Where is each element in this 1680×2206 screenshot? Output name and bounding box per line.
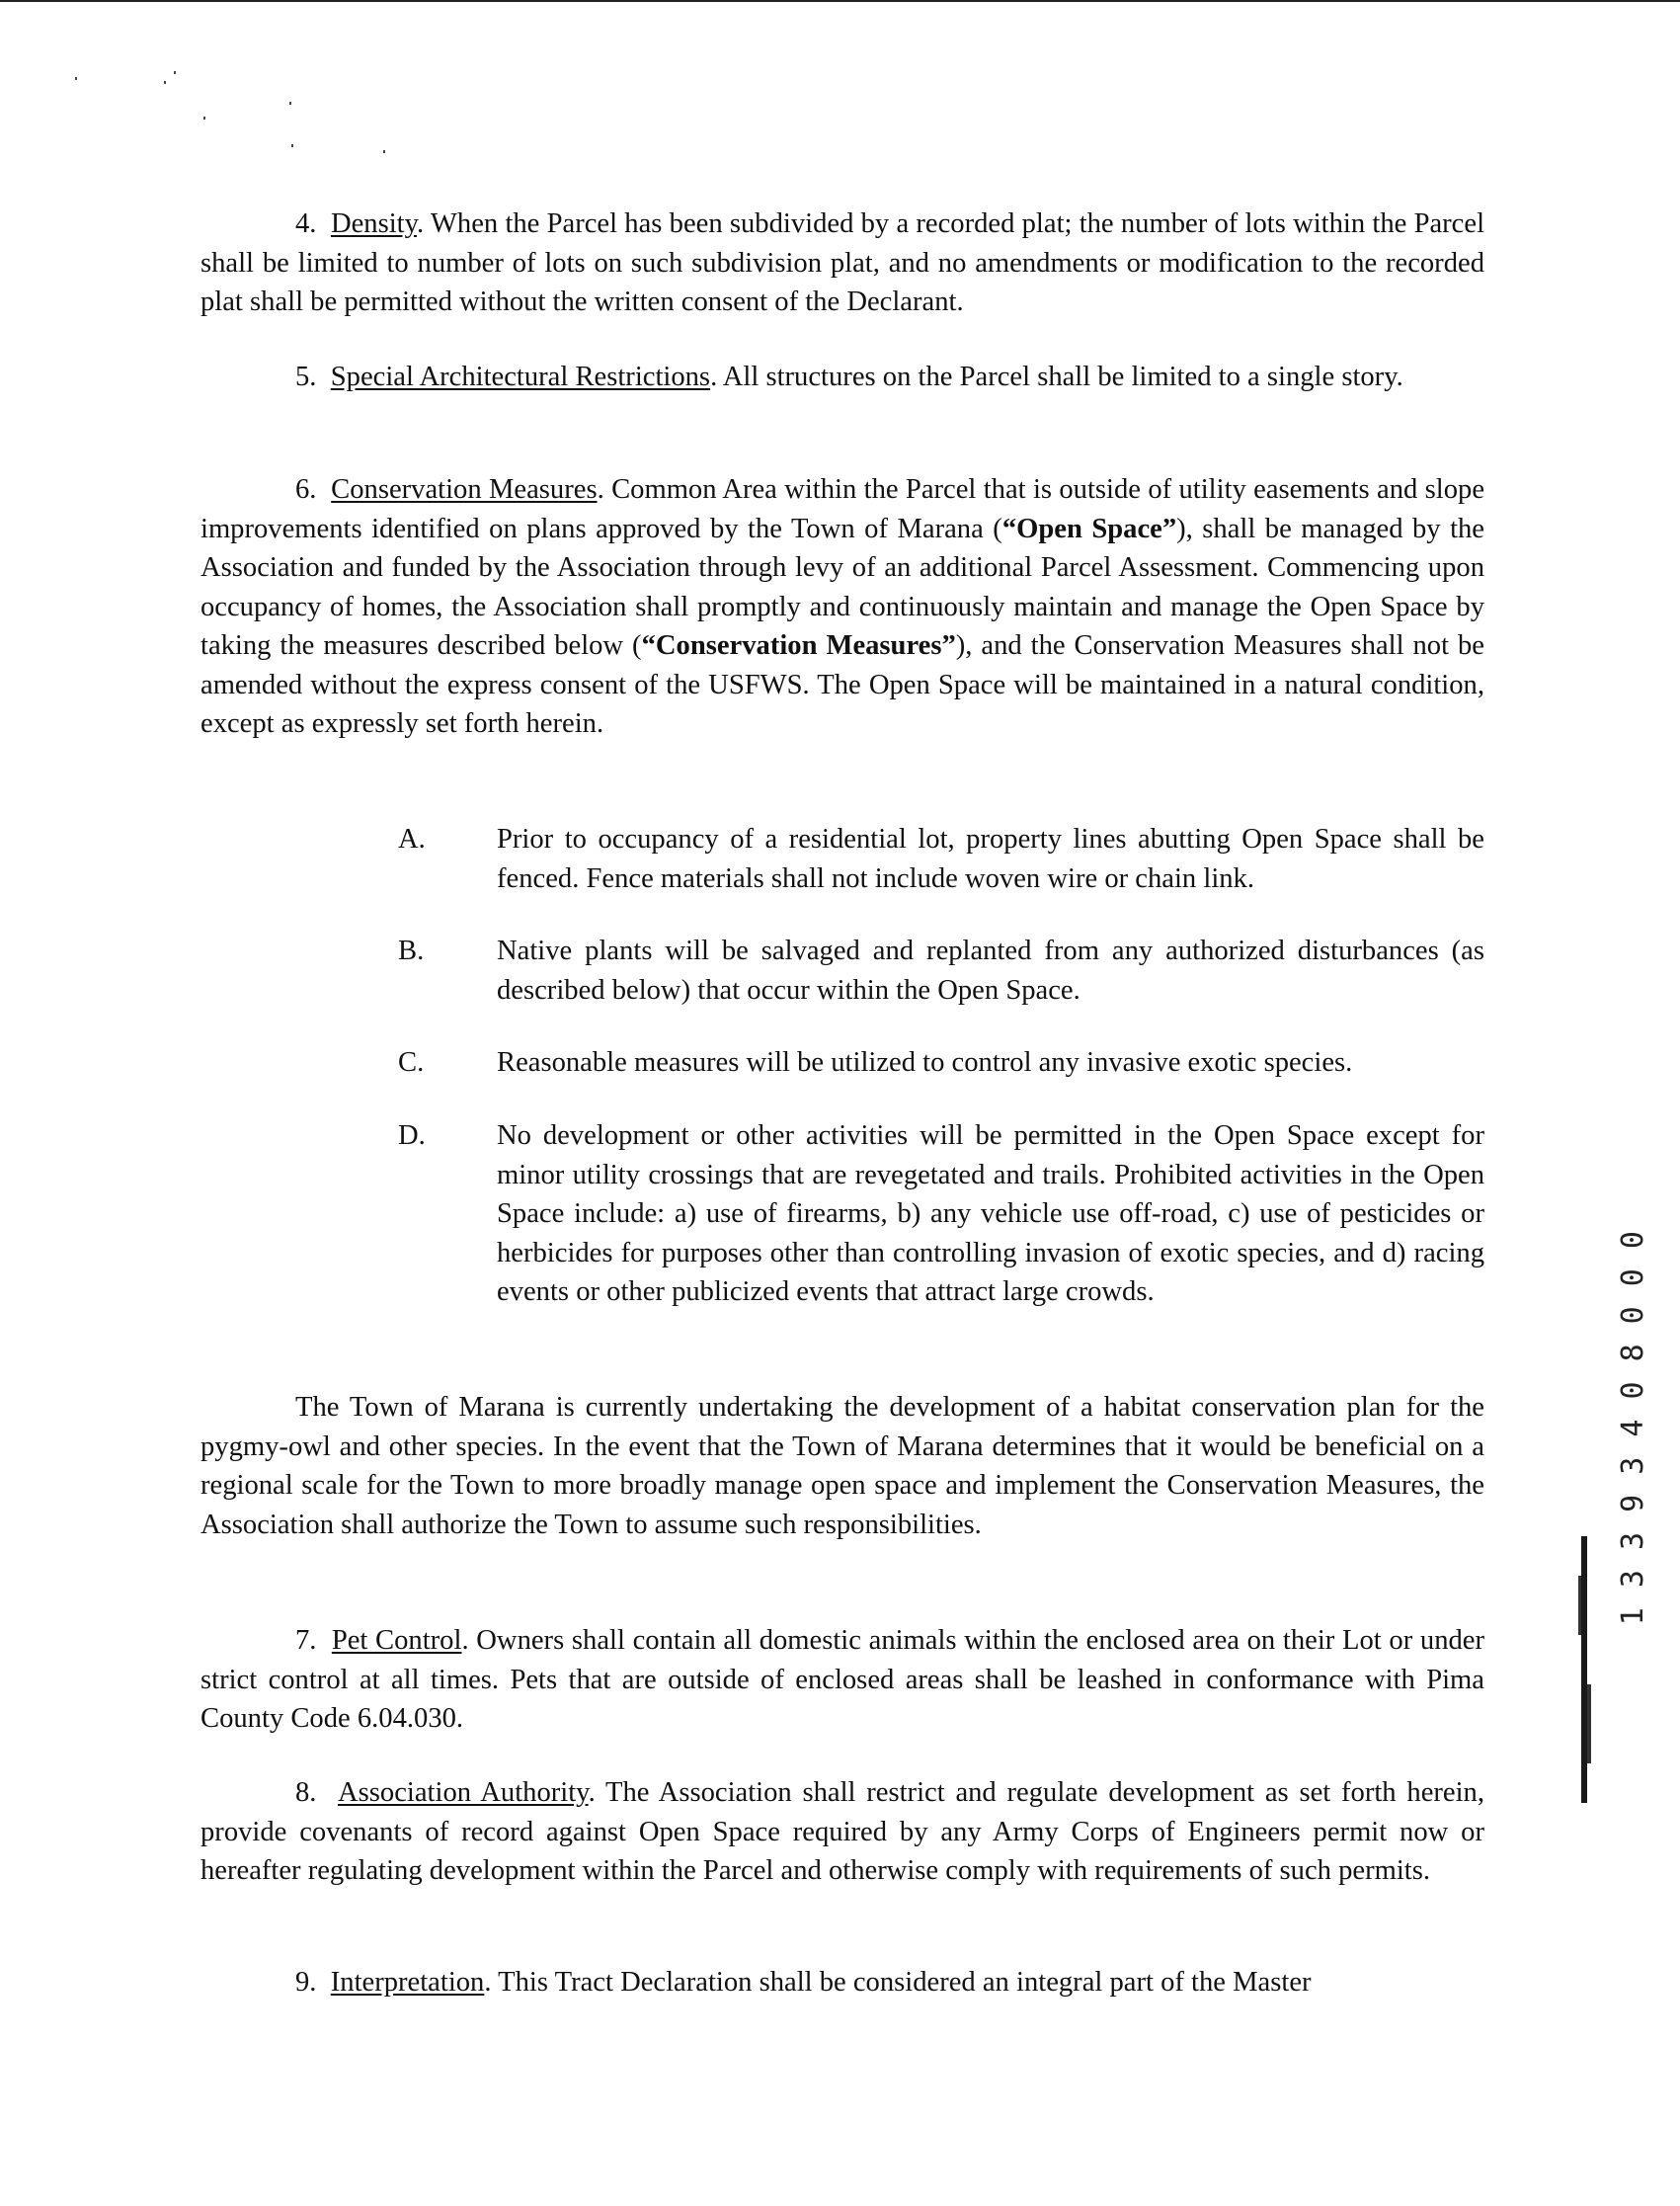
section-number: 7. bbox=[295, 1625, 317, 1656]
section-number: 6. bbox=[295, 474, 317, 505]
section-number: 5. bbox=[295, 362, 317, 392]
section-pet-control bbox=[200, 1621, 1484, 1739]
paragraph-text: The Town of Marana is currently undertaking the development of a habitat conservation plan for the pygmy-owl and other species. In the event that the Town of Marana determines that it would be beneficial on a regional scale for the Town to more broadly manage open space and implement the Conservation Measures, the Association shall authorize the Town to assume such responsibilities. bbox=[200, 1392, 1484, 1540]
paragraph-town-of-marana bbox=[200, 1388, 1484, 1544]
section-text: ), and the Conservation Measures shall not be amended without the express consent of the USFWS. The Open Space will be maintained in a natural condition, except as expressly set forth herein. bbox=[200, 630, 1484, 739]
list-text: Reasonable measures will be utilized to control any invasive exotic species. bbox=[497, 1047, 1353, 1078]
defined-term-conservation-measures: “Conservation Measures” bbox=[641, 630, 956, 661]
scan-speck bbox=[203, 117, 205, 120]
list-letter: D. bbox=[398, 1120, 426, 1151]
scan-speck bbox=[289, 102, 291, 105]
section-text: . Common Area within the Parcel that is outside of utility easements and slope improvements identified on plans approved by the Town of Marana ( bbox=[200, 474, 1485, 544]
section-heading: Interpretation bbox=[330, 1967, 485, 1998]
section-text: . When the Parcel has been subdivided by a recorded plat; the number of lots within the Parcel shall be limited to number of lots on such subdivision plat, and no amendments or modification to the recorded plat shall be permitted without the written consent of the Declarant. bbox=[200, 208, 1485, 317]
section-conservation-measures bbox=[200, 470, 1484, 744]
section-interpretation bbox=[200, 1963, 1484, 2002]
section-heading: Conservation Measures bbox=[331, 474, 598, 505]
list-text: No development or other activities will be permitted in the Open Space except for minor utility crossings that are revegetated and trails. Prohibited activities in the Open Space include: a) use of firearms, b) any vehicle use off-road, c) use of pesticides or herbicides for purposes other than controlling invasion of exotic species, and d) racing events or other publicized events that attract large crowds. bbox=[497, 1120, 1484, 1307]
section-heading: Special Architectural Restrictions bbox=[330, 362, 711, 392]
section-heading: Pet Control bbox=[331, 1625, 462, 1656]
section-density bbox=[200, 204, 1484, 322]
list-item-b bbox=[398, 932, 1484, 1011]
section-text: . Owners shall contain all domestic animals within the enclosed area on their Lot or under strict control at all times. Pets that are outside of enclosed areas shall be leashed in conformance with Pima County Code 6.04.030. bbox=[200, 1625, 1485, 1734]
scan-speck bbox=[174, 71, 176, 74]
list-letter: C. bbox=[398, 1047, 425, 1078]
scan-speck bbox=[164, 81, 166, 84]
list-letter: B. bbox=[398, 936, 425, 966]
defined-term-open-space: “Open Space” bbox=[1001, 513, 1177, 544]
list-text: Native plants will be salvaged and replanted from any authorized disturbances (as described below) that occur within the Open Space. bbox=[497, 936, 1484, 1006]
scan-speck bbox=[383, 150, 385, 153]
section-text: . The Association shall restrict and regulate development as set forth herein, provide covenants of record against Open Space required by any Army Corps of Engineers permit now or hereafter regulating development within the Parcel and otherwise comply with requirements of such permits. bbox=[200, 1777, 1484, 1886]
section-text: . All structures on the Parcel shall be limited to a single story. bbox=[710, 362, 1403, 392]
list-item-c bbox=[398, 1043, 1484, 1083]
section-heading: Association Authority bbox=[338, 1777, 589, 1808]
section-text: . This Tract Declaration shall be considered an integral part of the Master bbox=[484, 1967, 1312, 1998]
scan-speck bbox=[291, 144, 293, 147]
scan-edge-artifact bbox=[1578, 1536, 1592, 1803]
scan-border bbox=[0, 0, 1680, 2]
section-number: 4. bbox=[295, 208, 317, 239]
recording-number-stamp: 1 3 3 9 3 4 0 8 0 0 0 bbox=[1616, 1230, 1650, 1626]
scan-speck bbox=[75, 77, 77, 80]
section-architectural-restrictions bbox=[200, 358, 1484, 397]
section-number: 9. bbox=[295, 1967, 317, 1998]
list-item-a bbox=[398, 820, 1484, 899]
list-item-d bbox=[398, 1116, 1484, 1353]
section-number: 8. bbox=[295, 1777, 317, 1808]
list-text: Prior to occupancy of a residential lot, property lines abutting Open Space shall be fenced. Fence materials shall not include woven wire or chain link. bbox=[497, 824, 1484, 894]
section-text: ), shall be managed by the Association and funded by the Association through levy of an additional Parcel Assessment. Commencing upon occupancy of homes, the Association shall promptly and continuously maintain and manage the Open Space by taking the measures described below ( bbox=[200, 513, 1485, 661]
section-heading: Density bbox=[330, 208, 418, 239]
section-association-authority bbox=[200, 1773, 1484, 1891]
list-letter: A. bbox=[398, 824, 426, 855]
